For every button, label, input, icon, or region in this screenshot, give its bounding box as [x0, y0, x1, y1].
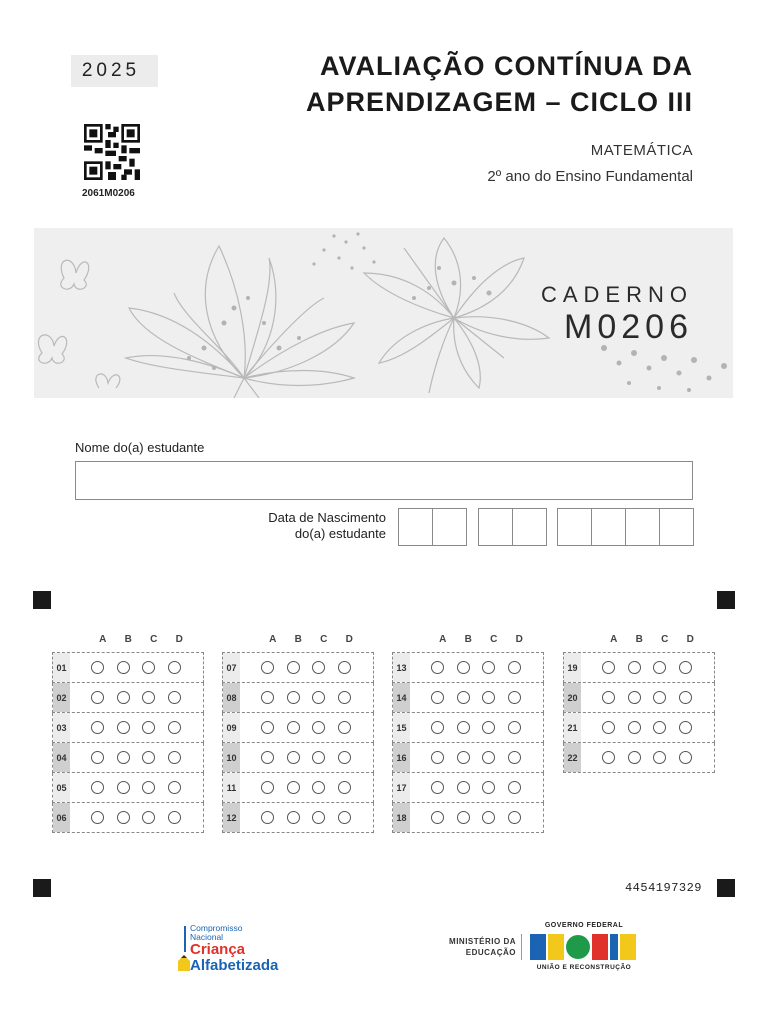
qr-code-icon	[84, 124, 140, 180]
answer-bubbles	[70, 803, 193, 832]
answer-bubble-c[interactable]	[142, 781, 155, 794]
question-row	[392, 683, 544, 713]
question-number: 04	[53, 743, 70, 772]
option-letters	[260, 634, 362, 645]
birth-year-digit-3[interactable]	[626, 509, 660, 545]
birth-year-digit-1[interactable]	[558, 509, 592, 545]
answer-bubble-c[interactable]	[653, 721, 666, 734]
answer-bubble-d[interactable]	[168, 721, 181, 734]
answer-bubble-c[interactable]	[142, 811, 155, 824]
option-letter: B	[464, 634, 472, 645]
answer-bubble-c[interactable]	[142, 661, 155, 674]
gov-top-text: GOVERNO FEDERAL	[544, 922, 624, 929]
question-row	[222, 652, 374, 683]
answer-bubbles	[240, 743, 363, 772]
pencil-icon	[178, 955, 190, 971]
question-number: 20	[564, 683, 581, 712]
answer-bubbles	[240, 803, 363, 832]
grade-label: 2º ano do Ensino Fundamental	[487, 168, 693, 185]
birth-date-label	[268, 510, 386, 542]
question-number: 19	[564, 653, 581, 682]
answer-bubble-a[interactable]	[91, 721, 104, 734]
answer-bubble-c[interactable]	[312, 751, 325, 764]
question-row	[392, 803, 544, 833]
answer-bubble-d[interactable]	[679, 691, 692, 704]
student-name-field[interactable]	[75, 461, 693, 500]
answer-bubble-d[interactable]	[508, 751, 521, 764]
answer-bubble-c[interactable]	[482, 661, 495, 674]
serial-number: 4454197329	[624, 881, 702, 895]
ministry-line-2: EDUCAÇÃO	[465, 948, 516, 957]
option-letter: D	[515, 634, 523, 645]
answer-bubble-b[interactable]	[117, 691, 130, 704]
answer-bubbles	[581, 713, 704, 742]
question-number: 18	[393, 803, 410, 832]
answer-bubbles	[240, 773, 363, 802]
question-row	[392, 743, 544, 773]
question-row	[222, 683, 374, 713]
question-number: 14	[393, 683, 410, 712]
question-row	[563, 683, 715, 713]
answer-bubbles	[410, 653, 533, 682]
birth-day-digit-2[interactable]	[433, 509, 466, 545]
answer-bubbles	[70, 653, 193, 682]
answer-bubble-c[interactable]	[482, 721, 495, 734]
question-row	[222, 713, 374, 743]
answer-bubble-d[interactable]	[508, 661, 521, 674]
question-row	[52, 713, 204, 743]
answer-bubble-d[interactable]	[338, 691, 351, 704]
birth-date-label-line-1: Data de Nascimento	[268, 510, 386, 525]
question-rows	[392, 652, 544, 833]
answer-bubble-b[interactable]	[628, 721, 641, 734]
answer-bubble-d[interactable]	[338, 781, 351, 794]
option-letter: C	[320, 634, 328, 645]
answer-bubble-d[interactable]	[338, 661, 351, 674]
answer-bubble-b[interactable]	[287, 781, 300, 794]
title-line-2: APRENDIZAGEM – CICLO III	[305, 87, 693, 117]
birth-date-label-line-2: do(a) estudante	[294, 526, 386, 541]
answer-bubble-c[interactable]	[482, 751, 495, 764]
option-letter: A	[269, 634, 277, 645]
question-row	[222, 803, 374, 833]
question-rows	[563, 652, 715, 773]
brasil-wordmark-icon	[530, 932, 638, 962]
logo-divider	[521, 934, 522, 960]
answer-bubble-c[interactable]	[482, 691, 495, 704]
answer-bubble-a[interactable]	[431, 661, 444, 674]
question-number: 06	[53, 803, 70, 832]
birth-month-digit-2[interactable]	[513, 509, 546, 545]
answer-bubbles	[70, 683, 193, 712]
caderno-label: CADERNO	[540, 282, 693, 307]
answer-bubble-a[interactable]	[431, 811, 444, 824]
answer-bubble-c[interactable]	[312, 661, 325, 674]
answer-bubble-c[interactable]	[312, 691, 325, 704]
ministry-of-education-logo	[442, 936, 516, 958]
option-letter: A	[439, 634, 447, 645]
option-letters	[90, 634, 192, 645]
question-number: 02	[53, 683, 70, 712]
answer-bubble-d[interactable]	[168, 751, 181, 764]
question-number: 15	[393, 713, 410, 742]
answer-bubble-d[interactable]	[338, 751, 351, 764]
answer-bubble-b[interactable]	[457, 661, 470, 674]
question-number: 12	[223, 803, 240, 832]
birth-day-digit-1[interactable]	[399, 509, 433, 545]
answer-bubble-b[interactable]	[287, 811, 300, 824]
birth-year-digit-4[interactable]	[660, 509, 693, 545]
answer-bubble-b[interactable]	[117, 751, 130, 764]
answer-bubble-b[interactable]	[287, 721, 300, 734]
answer-bubbles	[240, 683, 363, 712]
subject-label: MATEMÁTICA	[590, 142, 693, 159]
option-letter: C	[661, 634, 669, 645]
birth-day-field[interactable]	[398, 508, 467, 546]
answer-bubbles	[410, 713, 533, 742]
question-number: 22	[564, 743, 581, 772]
question-row	[222, 773, 374, 803]
option-letter: D	[345, 634, 353, 645]
answer-bubble-d[interactable]	[508, 691, 521, 704]
answer-bubble-b[interactable]	[117, 781, 130, 794]
question-row	[563, 743, 715, 773]
answer-bubbles	[70, 743, 193, 772]
question-row	[563, 713, 715, 743]
answer-bubble-c[interactable]	[312, 811, 325, 824]
answer-bubble-b[interactable]	[628, 661, 641, 674]
question-row	[392, 652, 544, 683]
answer-bubble-d[interactable]	[168, 811, 181, 824]
question-rows	[222, 652, 374, 833]
option-letter: B	[124, 634, 132, 645]
answer-bubble-b[interactable]	[628, 691, 641, 704]
page-title	[233, 48, 693, 120]
answer-bubble-a[interactable]	[91, 751, 104, 764]
question-number: 09	[223, 713, 240, 742]
answer-bubble-c[interactable]	[312, 721, 325, 734]
answer-bubble-a[interactable]	[431, 691, 444, 704]
answer-bubble-c[interactable]	[653, 691, 666, 704]
program-line-2: Nacional	[190, 932, 224, 942]
option-letter: D	[686, 634, 694, 645]
option-letters	[430, 634, 532, 645]
answer-bubble-a[interactable]	[91, 781, 104, 794]
answer-bubbles	[410, 803, 533, 832]
answer-bubble-c[interactable]	[142, 691, 155, 704]
year-badge	[64, 55, 158, 87]
question-row	[52, 683, 204, 713]
answer-bubble-d[interactable]	[168, 781, 181, 794]
question-row	[52, 652, 204, 683]
birth-month-field[interactable]	[478, 508, 547, 546]
answer-bubble-b[interactable]	[457, 781, 470, 794]
answer-bubbles	[410, 683, 533, 712]
qr-code-label: 2061M0206	[82, 188, 135, 199]
answer-bubble-c[interactable]	[482, 781, 495, 794]
logo-bar-icon	[184, 926, 186, 952]
answer-bubble-a[interactable]	[91, 661, 104, 674]
answer-bubble-a[interactable]	[602, 691, 615, 704]
cover-banner	[34, 228, 733, 398]
answer-bubble-d[interactable]	[679, 721, 692, 734]
birth-month-digit-1[interactable]	[479, 509, 513, 545]
answer-bubble-c[interactable]	[142, 751, 155, 764]
answer-bubbles	[581, 683, 704, 712]
answer-bubble-a[interactable]	[91, 811, 104, 824]
answer-bubble-c[interactable]	[142, 721, 155, 734]
answer-bubble-d[interactable]	[168, 661, 181, 674]
option-letter: B	[635, 634, 643, 645]
answer-bubble-d[interactable]	[168, 691, 181, 704]
question-number: 13	[393, 653, 410, 682]
answer-bubble-b[interactable]	[117, 721, 130, 734]
answer-bubble-c[interactable]	[482, 811, 495, 824]
question-number: 03	[53, 713, 70, 742]
question-row	[52, 743, 204, 773]
answer-bubble-a[interactable]	[602, 751, 615, 764]
student-name-label: Nome do(a) estudante	[75, 440, 205, 455]
question-number: 21	[564, 713, 581, 742]
year-text: 2025	[81, 60, 141, 81]
option-letter: A	[610, 634, 618, 645]
answer-bubble-a[interactable]	[261, 721, 274, 734]
answer-bubble-d[interactable]	[508, 781, 521, 794]
answer-bubbles	[410, 743, 533, 772]
answer-bubble-a[interactable]	[431, 721, 444, 734]
answer-bubble-a[interactable]	[431, 781, 444, 794]
option-letter: D	[175, 634, 183, 645]
question-rows	[52, 652, 204, 833]
question-row	[52, 773, 204, 803]
gov-bottom-text: UNIÃO E RECONSTRUÇÃO	[536, 964, 632, 971]
answer-bubble-b[interactable]	[287, 751, 300, 764]
answer-bubble-a[interactable]	[261, 781, 274, 794]
question-row	[392, 713, 544, 743]
answer-bubbles	[240, 713, 363, 742]
answer-bubble-b[interactable]	[287, 661, 300, 674]
question-number: 07	[223, 653, 240, 682]
answer-bubble-b[interactable]	[457, 721, 470, 734]
answer-bubble-d[interactable]	[679, 751, 692, 764]
answer-bubble-a[interactable]	[261, 661, 274, 674]
answer-bubbles	[70, 773, 193, 802]
option-letters	[601, 634, 703, 645]
title-line-1: AVALIAÇÃO CONTÍNUA DA	[320, 51, 693, 81]
answer-bubbles	[581, 743, 704, 772]
question-number: 17	[393, 773, 410, 802]
answer-bubbles	[581, 653, 704, 682]
question-number: 05	[53, 773, 70, 802]
caderno-code: M0206	[564, 308, 693, 346]
governo-federal-logo	[528, 922, 640, 974]
answer-bubble-b[interactable]	[628, 751, 641, 764]
registration-mark-top-right	[717, 591, 735, 609]
answer-bubble-a[interactable]	[602, 661, 615, 674]
question-number: 08	[223, 683, 240, 712]
birth-year-field[interactable]	[557, 508, 694, 546]
option-letter: C	[150, 634, 158, 645]
birth-year-digit-2[interactable]	[592, 509, 626, 545]
answer-bubble-a[interactable]	[261, 751, 274, 764]
answer-bubble-b[interactable]	[117, 811, 130, 824]
question-row	[392, 773, 544, 803]
answer-bubble-a[interactable]	[261, 811, 274, 824]
answer-bubble-a[interactable]	[602, 721, 615, 734]
ministry-line-1: MINISTÉRIO DA	[449, 937, 516, 946]
crianca-alfabetizada-logo	[178, 922, 308, 978]
question-row	[222, 743, 374, 773]
program-line-4: Alfabetizada	[190, 957, 279, 974]
answer-bubble-d[interactable]	[679, 661, 692, 674]
answer-bubble-c[interactable]	[312, 781, 325, 794]
answer-bubble-a[interactable]	[431, 751, 444, 764]
question-row	[52, 803, 204, 833]
option-letter: C	[490, 634, 498, 645]
registration-mark-bottom-left	[33, 879, 51, 897]
answer-bubble-b[interactable]	[117, 661, 130, 674]
program-line-3: Criança	[190, 941, 246, 958]
program-line-1: Compromisso	[190, 923, 243, 933]
question-number: 01	[53, 653, 70, 682]
answer-bubble-d[interactable]	[338, 811, 351, 824]
question-number: 16	[393, 743, 410, 772]
answer-bubble-c[interactable]	[653, 751, 666, 764]
answer-bubble-b[interactable]	[457, 811, 470, 824]
answer-bubble-d[interactable]	[508, 721, 521, 734]
answer-bubble-b[interactable]	[457, 691, 470, 704]
answer-bubbles	[410, 773, 533, 802]
registration-mark-bottom-right	[717, 879, 735, 897]
question-row	[563, 652, 715, 683]
answer-bubbles	[240, 653, 363, 682]
question-number: 10	[223, 743, 240, 772]
answer-bubbles	[70, 713, 193, 742]
option-letter: B	[294, 634, 302, 645]
answer-bubble-a[interactable]	[261, 691, 274, 704]
question-number: 11	[223, 773, 240, 802]
answer-bubble-c[interactable]	[653, 661, 666, 674]
answer-bubble-b[interactable]	[457, 751, 470, 764]
option-letter: A	[99, 634, 107, 645]
answer-bubble-b[interactable]	[287, 691, 300, 704]
answer-bubble-d[interactable]	[338, 721, 351, 734]
answer-bubble-a[interactable]	[91, 691, 104, 704]
registration-mark-top-left	[33, 591, 51, 609]
answer-bubble-d[interactable]	[508, 811, 521, 824]
